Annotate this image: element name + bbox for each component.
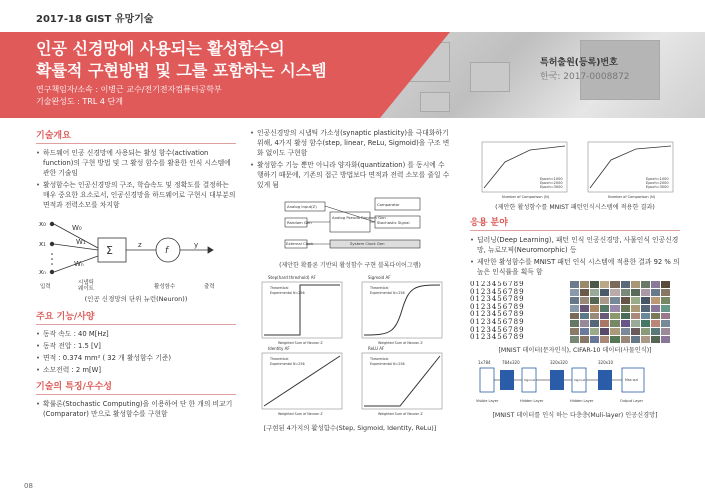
plot-title: Sigmoid AF: [368, 275, 391, 280]
af-plots-grid: [250, 273, 450, 423]
patent-number: 한국: 2017-0008872: [540, 72, 630, 82]
spec-list: [36, 329, 236, 375]
digit-row: 0123456789: [470, 325, 525, 334]
feature-heading: 기술의 특징/우수성: [36, 379, 236, 395]
page-title: [36, 38, 336, 82]
synapse-label-2: 웨이트: [78, 286, 94, 292]
w1-label: W₁: [76, 238, 86, 246]
dataset-images: [470, 281, 680, 343]
list-item: • 동작 전압 : 1.5 [V]: [36, 341, 236, 351]
legend-entry: Epoch=3000: [646, 185, 669, 189]
f-symbol: f: [165, 246, 169, 256]
block-label: Analog Pseudo Random Gen: [332, 215, 386, 220]
legend-entry: Epoch=1000: [540, 177, 563, 181]
legend-entry: Theoretical: [270, 357, 289, 361]
top-bar: [0, 0, 705, 32]
layer-name-label: Output Layer: [620, 399, 644, 403]
layer-name-label: Visible Layer: [476, 399, 499, 403]
output-label: 출력: [204, 284, 215, 290]
x-axis-label: Weighted Sum of Neuron Z: [378, 341, 423, 345]
list-item: • 면적 : 0.374 mm² ( 32 개 활성함수 기준): [36, 353, 236, 363]
legend-entry: Epoch=2000: [646, 181, 669, 185]
legend-entry: Theoretical: [270, 286, 289, 290]
x-axis-label: Weighted Sum of Neuron Z: [278, 412, 323, 416]
x-axis-label: Number of Comparison (N): [502, 195, 550, 199]
layer-fn-label: Max out: [625, 378, 638, 382]
layer-dim-label: 320x10: [598, 360, 614, 365]
sum-symbol: Σ: [106, 244, 113, 257]
network-caption: [MNIST 데이터를 인식 하는 다층층(Muli-layer) 인공신경망]: [492, 412, 658, 419]
neuron-caption: (인공 신경망의 단위 뉴런(Neuron)): [84, 295, 188, 303]
x-axis-label: Weighted Sum of Neuron Z: [278, 341, 323, 345]
plot-title: ReLU AF: [368, 346, 385, 351]
layer-dim-label: 1x784: [478, 360, 491, 365]
overview-heading: 기술개요: [36, 128, 236, 144]
brand-label: 2017-18 GIST 유망기술: [36, 14, 154, 25]
block-label: System Clock Gen: [350, 241, 385, 246]
legend-entry: Experimental N=256: [370, 291, 405, 295]
title-line-2: 확률적 구현방법 및 그를 포함하는 시스템: [36, 61, 327, 80]
block-diagram: [250, 196, 450, 258]
mnist-digits-image: [470, 281, 566, 343]
legend-entry: Epoch=3000: [540, 185, 563, 189]
list-item: • 동작 속도 : 40 M[Hz]: [36, 329, 236, 339]
block-label: External Clock: [286, 241, 314, 246]
x-axis-label: Number of Comparison (N): [608, 195, 656, 199]
dataset-caption: [MNIST 데이터(문자인식), CIFAR-10 데이터(사물인식)]: [498, 347, 652, 354]
multilayer-network-diagram: [470, 358, 670, 408]
plots-caption: [구현된 4가지의 활성함수(Step, Sigmoid, Identity, ReLu)]: [263, 424, 437, 432]
legend-entry: Epoch=2000: [540, 181, 563, 185]
layer-fn-label: Sigmoid: [574, 378, 586, 382]
block-label: Stochastic Signal: [377, 220, 410, 225]
patent-label: 특허출원(등록)번호: [540, 58, 618, 68]
legend-entry: Experimental N=256: [270, 362, 305, 366]
spec-heading: 주요 기능/사양: [36, 309, 236, 325]
af-plots: [250, 273, 450, 423]
layer-fn-label: Sigmoid: [524, 378, 536, 382]
layer-name-label: Hidden Layer: [520, 399, 544, 403]
page-number: 08: [24, 482, 33, 490]
list-item: • 딥러닝(Deep Learning), 패턴 인식 인공신경망, 사물인식 인공신경망, 뉴로모픽(Neuromorphic) 등: [470, 235, 680, 255]
application-heading: 응용 분야: [470, 215, 680, 231]
column-middle: [250, 128, 450, 432]
feature-list-cont: [250, 128, 450, 190]
list-item: • 확률론(Stochastic Computing)을 이용하여 단 한 개의 비교기 (Comparator) 만으로 활성함수를 구현함: [36, 399, 236, 419]
y-label: y: [194, 241, 199, 249]
patent-info: [540, 56, 630, 84]
plot-title: Step(hard threshold) AF: [268, 275, 316, 280]
block-caption: (제안한 확률론 기반의 활성함수 구현 블록다이어그램): [279, 262, 421, 269]
hero-banner: [0, 32, 705, 118]
x1-label: x₁: [39, 240, 46, 248]
neuron-diagram: [36, 214, 236, 292]
z-label: z: [138, 241, 142, 249]
mnist-result-svg: [470, 140, 680, 202]
digit-row: 0123456789: [470, 281, 525, 288]
researcher-info: 연구책임자/소속 : 이병근 교수/전기전자컴퓨터공학부: [36, 85, 222, 94]
column-left: [36, 128, 236, 421]
w0-label: W₀: [72, 224, 82, 232]
block-label: Analog Input(Z): [287, 204, 317, 209]
list-item: • 소모전력 : 2 m[W]: [36, 365, 236, 375]
feature-list: [36, 399, 236, 419]
legend-entry: Experimental N=256: [270, 291, 305, 295]
column-right: [470, 140, 680, 419]
list-item: • 활성함수 기능 뿐만 아니라 양자화(quantization) 를 동시에 수행하기 때문에, 기존의 접근 방법보다 면적과 전력 소모를 줄일 수 있게 됨: [250, 160, 450, 190]
legend-entry: Theoretical: [370, 286, 389, 290]
synapse-label: 시냅틱: [78, 280, 94, 286]
project-meta: [36, 84, 222, 108]
neuron-svg: [36, 214, 236, 292]
list-item: • 인공신경망의 시냅틱 가소성(synaptic plasticity)을 극대화하기 위해, 4가지 활성 함수(step, linear, ReLu, Sigmoid)을 구조 변화 없이도 구현함: [250, 128, 450, 158]
cifar-image-grid: [570, 281, 670, 343]
application-list: [470, 235, 680, 277]
list-item: • 하드웨어 인공 신경망에 사용되는 활성 함수(activation function)의 구현 방법 및 그 활성 함수를 활용한 인식 시스템에 관한 기술임: [36, 148, 236, 178]
hero-wedge: [380, 32, 450, 118]
legend-entry: Theoretical: [370, 357, 389, 361]
layer-dim-label: 320x320: [550, 360, 568, 365]
layer-dim-label: 784x320: [502, 360, 520, 365]
list-item: • 제안한 활성함수를 MNIST 패턴 인식 시스템에 적용한 결과 92 % 의 높은 인식률을 획득 함: [470, 257, 680, 277]
mnist-caption: (제안한 활성함수를 MNIST 패턴인식시스템에 적용한 결과): [495, 204, 655, 211]
title-line-1: 인공 신경망에 사용되는 활성함수의: [36, 39, 285, 58]
digit-row: 0123456789: [470, 310, 525, 319]
xn-label: xₙ: [39, 268, 46, 276]
digit-row: 0123456789: [470, 287, 525, 296]
mnist-result-charts: [470, 140, 680, 202]
layer-name-label: Hidden Layer: [570, 399, 594, 403]
digit-row: 0123456789: [470, 302, 525, 311]
block-label: Comparator: [377, 202, 400, 207]
activation-label: 활성함수: [154, 284, 176, 290]
block-label: Random Gen: [287, 220, 312, 225]
x-axis-label: Weighted Sum of Neuron Z: [378, 412, 423, 416]
digit-row: 0123456789: [470, 317, 525, 326]
input-label: 입력: [40, 284, 51, 290]
list-item: • 활성함수는 인공신경망의 구조, 학습속도 및 정확도를 결정하는 매우 중요한 요소로서, 인공신경망을 하드웨어로 구현시 대부분의 면적과 전력소모를 차지함: [36, 180, 236, 210]
x0-label: x₀: [39, 220, 46, 228]
legend-entry: Epoch=1000: [646, 177, 669, 181]
digit-row: 0123456789: [470, 295, 525, 304]
overview-list: [36, 148, 236, 210]
digit-row: 0123456789: [470, 333, 525, 342]
maturity-info: 기술완성도 : TRL 4 단계: [36, 97, 123, 106]
wn-label: Wₙ: [74, 260, 84, 268]
legend-entry: Experimental N=256: [370, 362, 405, 366]
plot-title: Identity AF: [268, 346, 290, 351]
